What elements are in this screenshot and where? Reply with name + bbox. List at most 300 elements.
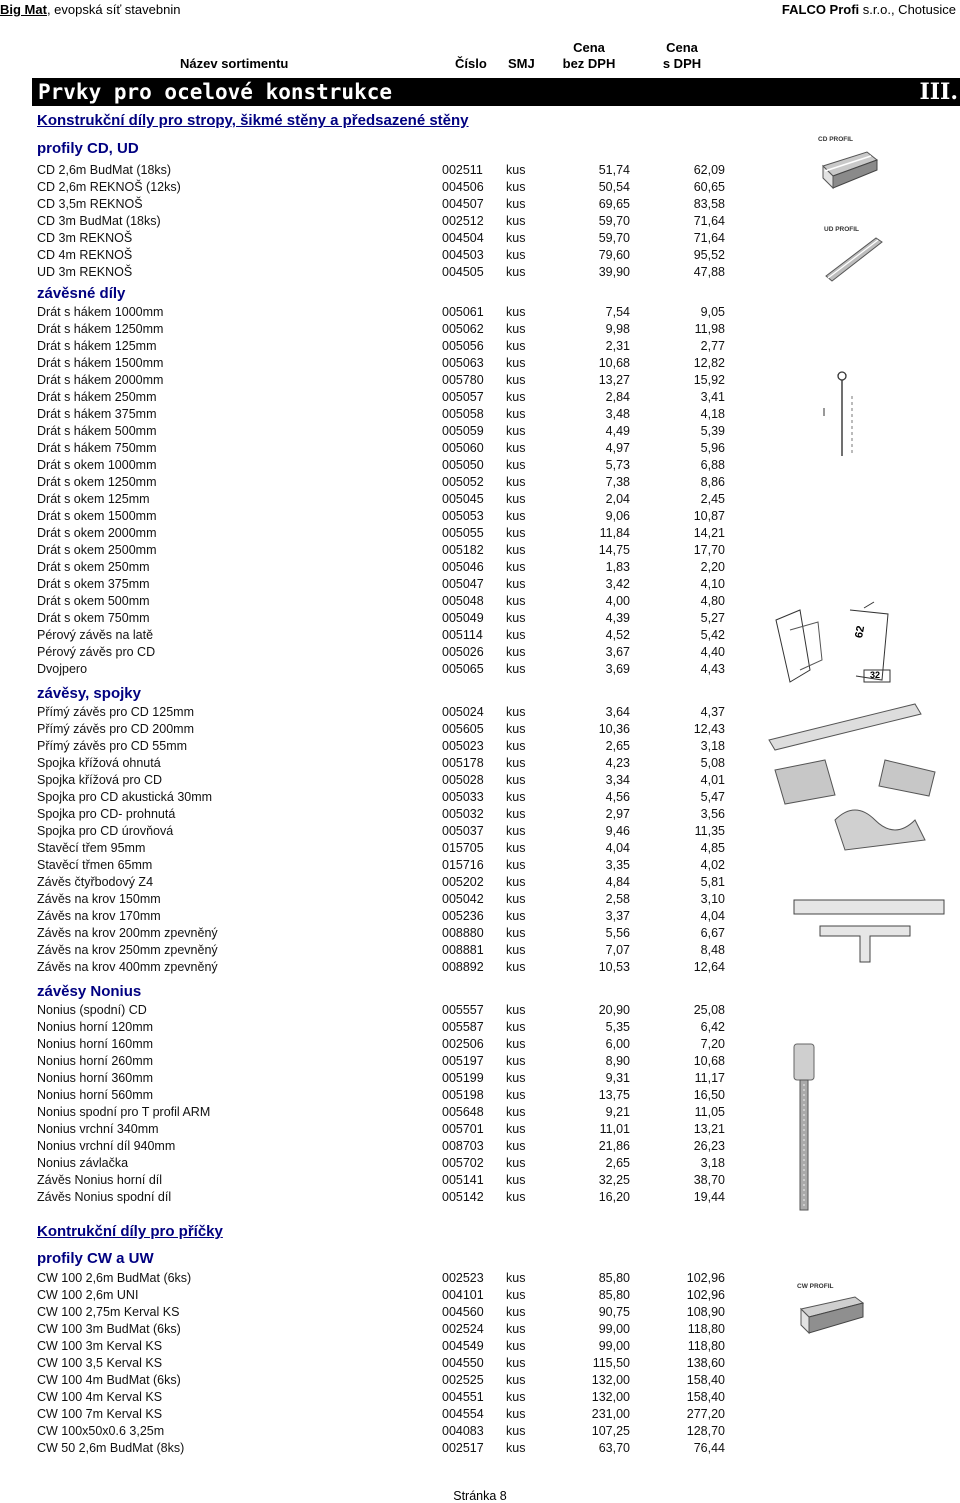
table-row: [0, 1036, 760, 1053]
price-net: 51,74: [598, 163, 630, 177]
product-name: Drát s okem 250mm: [37, 560, 150, 574]
price-gross: 12,82: [693, 356, 725, 370]
section-title: Kontrukční díly pro příčky: [37, 1223, 223, 1240]
product-name: Stavěcí třmen 65mm: [37, 858, 153, 872]
price-gross: 6,42: [700, 1020, 725, 1034]
table-row: [0, 806, 760, 823]
product-code: 005063: [442, 356, 484, 370]
product-code: 005057: [442, 390, 484, 404]
price-gross: 12,43: [693, 722, 725, 736]
price-net: 231,00: [591, 1407, 630, 1421]
price-gross: 102,96: [686, 1288, 725, 1302]
price-net: 2,97: [605, 807, 630, 821]
product-name: Závěs čtyřbodový Z4: [37, 875, 154, 889]
product-name: Závěs na krov 250mm zpevněný: [37, 943, 218, 957]
price-gross: 5,27: [700, 611, 725, 625]
price-gross: 138,60: [686, 1356, 725, 1370]
product-unit: kus: [506, 1441, 526, 1455]
price-net: 2,84: [605, 390, 630, 404]
product-code: 005061: [442, 305, 484, 319]
cd-profile-image: [815, 136, 885, 198]
price-gross: 4,04: [700, 909, 725, 923]
ud-profile-image: [822, 226, 887, 288]
product-code: 004083: [442, 1424, 484, 1438]
price-net: 4,84: [605, 875, 630, 889]
dimension-label-32: 32: [870, 670, 881, 680]
product-code: 004551: [442, 1390, 484, 1404]
product-unit: kus: [506, 1139, 526, 1153]
product-unit: kus: [506, 265, 526, 279]
col-price-gross-header: [652, 40, 712, 72]
price-gross: 71,64: [693, 231, 725, 245]
table-row: [0, 162, 760, 179]
product-unit: kus: [506, 1424, 526, 1438]
price-gross: 5,08: [700, 756, 725, 770]
table-row: [0, 644, 760, 661]
product-code: 005065: [442, 662, 484, 676]
price-net: 8,90: [605, 1054, 630, 1068]
price-gross: 118,80: [687, 1322, 725, 1336]
cw-profile-caption: CW PROFIL: [797, 1283, 834, 1290]
product-code: 004549: [442, 1339, 484, 1353]
product-name: Dvojpero: [37, 662, 88, 676]
product-code: 004504: [442, 231, 484, 245]
price-net: 11,01: [599, 1122, 630, 1136]
table-row: [0, 874, 760, 891]
table-row: [0, 721, 760, 738]
connectors-image: [765, 700, 950, 860]
table-row: [0, 1002, 760, 1019]
product-name: Drát s hákem 500mm: [37, 424, 157, 438]
table-row: [0, 389, 760, 406]
product-name: Závěs na krov 400mm zpevněný: [37, 960, 218, 974]
product-name: CW 100 2,6m UNI: [37, 1288, 139, 1302]
product-code: 005050: [442, 458, 484, 472]
price-net: 63,70: [598, 1441, 630, 1455]
table-row: [0, 457, 760, 474]
product-name: Spojka pro CD úrovňová: [37, 824, 174, 838]
product-code: 004507: [442, 197, 484, 211]
price-net: 3,64: [605, 705, 630, 719]
table-row: [0, 1070, 760, 1087]
price-gross: 76,44: [693, 1441, 725, 1455]
nonius-image: [790, 1040, 820, 1215]
product-code: 005056: [442, 339, 484, 353]
product-name: Drát s okem 1000mm: [37, 458, 157, 472]
price-gross: 26,23: [693, 1139, 725, 1153]
price-gross: 17,70: [693, 543, 725, 557]
table-row: [0, 738, 760, 755]
product-name: CW 100 3,5 Kerval KS: [37, 1356, 163, 1370]
price-gross: 4,18: [700, 407, 725, 421]
price-net: 7,54: [605, 305, 630, 319]
product-name: Nonius závlačka: [37, 1156, 129, 1170]
ud-profile-caption: UD PROFIL: [824, 226, 860, 233]
price-net: 9,46: [605, 824, 630, 838]
price-gross: 95,52: [693, 248, 725, 262]
product-code: 005114: [442, 628, 483, 642]
price-net: 4,97: [605, 441, 630, 455]
product-code: 005178: [442, 756, 484, 770]
price-gross: 4,80: [700, 594, 725, 608]
product-unit: kus: [506, 858, 526, 872]
product-unit: kus: [506, 892, 526, 906]
product-name: Stavěcí třem 95mm: [37, 841, 146, 855]
rafter-hanger-image: [790, 870, 955, 965]
group-title: profily CD, UD: [37, 140, 139, 157]
price-net: 9,31: [605, 1071, 630, 1085]
price-gross: 108,90: [686, 1305, 725, 1319]
product-unit: kus: [506, 475, 526, 489]
table-row: [0, 1104, 760, 1121]
table-row: [0, 1304, 760, 1321]
price-net: 10,68: [598, 356, 630, 370]
product-name: Spojka křížová pro CD: [37, 773, 163, 787]
product-unit: kus: [506, 1190, 526, 1204]
table-row: [0, 593, 760, 610]
product-name: Drát s hákem 1500mm: [37, 356, 164, 370]
price-net: 11,84: [599, 526, 630, 540]
price-net: 5,56: [605, 926, 630, 940]
banner-roman: III.: [919, 79, 958, 105]
product-unit: kus: [506, 458, 526, 472]
price-net: 99,00: [598, 1339, 630, 1353]
price-net: 20,90: [598, 1003, 630, 1017]
product-name: Závěs na krov 170mm: [37, 909, 161, 923]
product-unit: kus: [506, 807, 526, 821]
table-row: [0, 1423, 760, 1440]
price-gross: 5,81: [700, 875, 725, 889]
col-code-header: Číslo: [455, 56, 487, 71]
table-row: [0, 474, 760, 491]
price-gross: 9,05: [700, 305, 725, 319]
top-left-brand: [0, 2, 180, 17]
product-name: Pérový závěs na latě: [37, 628, 154, 642]
product-code: 015705: [442, 841, 484, 855]
product-name: Závěs Nonius spodní díl: [37, 1190, 172, 1204]
product-unit: kus: [506, 875, 526, 889]
price-gross: 5,39: [700, 424, 725, 438]
product-name: Drát s hákem 750mm: [37, 441, 157, 455]
product-unit: kus: [506, 1156, 526, 1170]
price-gross: 71,64: [693, 214, 725, 228]
price-net: 50,54: [598, 180, 630, 194]
table-row: [0, 491, 760, 508]
price-gross: 38,70: [693, 1173, 725, 1187]
product-code: 005198: [442, 1088, 484, 1102]
price-net: 14,75: [598, 543, 630, 557]
product-unit: kus: [506, 824, 526, 838]
product-code: 008892: [442, 960, 484, 974]
price-net: 4,39: [605, 611, 630, 625]
price-gross: 16,50: [693, 1088, 725, 1102]
product-unit: kus: [506, 509, 526, 523]
table-row: [0, 1019, 760, 1036]
price-net: 2,04: [605, 492, 630, 506]
price-net: 2,65: [605, 739, 630, 753]
price-net: 7,38: [605, 475, 630, 489]
product-unit: kus: [506, 560, 526, 574]
product-name: CW 50 2,6m BudMat (8ks): [37, 1441, 185, 1455]
product-code: 005060: [442, 441, 484, 455]
table-row: [0, 559, 760, 576]
product-unit: kus: [506, 705, 526, 719]
table-row: [0, 1372, 760, 1389]
col-price-net-line1: Cena: [573, 40, 605, 55]
price-gross: 3,56: [700, 807, 725, 821]
product-code: 005055: [442, 526, 484, 540]
price-net: 90,75: [598, 1305, 630, 1319]
price-net: 21,86: [598, 1139, 630, 1153]
product-unit: kus: [506, 1088, 526, 1102]
product-name: CD 2,6m BudMat (18ks): [37, 163, 172, 177]
group-title: závěsné díly: [37, 285, 126, 302]
product-code: 005052: [442, 475, 484, 489]
product-unit: kus: [506, 611, 526, 625]
bigmat-link[interactable]: Big Mat: [0, 2, 47, 17]
price-net: 3,37: [605, 909, 630, 923]
price-gross: 5,47: [700, 790, 725, 804]
rafter-hanger-icon: [790, 870, 955, 965]
price-net: 10,36: [598, 722, 630, 736]
product-code: 005648: [442, 1105, 484, 1119]
product-code: 004550: [442, 1356, 484, 1370]
product-code: 005141: [442, 1173, 484, 1187]
product-unit: kus: [506, 1037, 526, 1051]
product-name: CW 100 4m Kerval KS: [37, 1390, 163, 1404]
product-name: Spojka pro CD akustická 30mm: [37, 790, 213, 804]
product-name: UD 3m REKNOŠ: [37, 265, 133, 279]
product-code: 008703: [442, 1139, 484, 1153]
top-right-brand: [782, 2, 956, 17]
product-code: 005028: [442, 773, 484, 787]
price-net: 39,90: [598, 265, 630, 279]
table-row: [0, 247, 760, 264]
product-code: 005142: [442, 1190, 484, 1204]
product-unit: kus: [506, 1322, 526, 1336]
price-net: 85,80: [598, 1288, 630, 1302]
group-title: profily CW a UW: [37, 1250, 154, 1267]
table-row: [0, 1389, 760, 1406]
price-net: 107,25: [591, 1424, 630, 1438]
table-row: [0, 1321, 760, 1338]
product-unit: kus: [506, 960, 526, 974]
falco-name: FALCO Profi: [781, 2, 860, 17]
product-name: Pérový závěs pro CD: [37, 645, 156, 659]
product-name: Drát s okem 1500mm: [37, 509, 157, 523]
banner-title: Prvky pro ocelové konstrukce: [38, 80, 393, 104]
price-net: 5,73: [605, 458, 630, 472]
price-net: 69,65: [598, 197, 630, 211]
price-net: 59,70: [598, 231, 630, 245]
product-unit: kus: [506, 943, 526, 957]
product-code: 005557: [442, 1003, 484, 1017]
product-code: 005202: [442, 875, 484, 889]
product-unit: kus: [506, 1390, 526, 1404]
product-code: 008880: [442, 926, 484, 940]
price-net: 9,98: [605, 322, 630, 336]
product-name: Drát s okem 500mm: [37, 594, 150, 608]
price-net: 85,80: [598, 1271, 630, 1285]
col-price-gross-line1: Cena: [666, 40, 698, 55]
product-code: 005026: [442, 645, 484, 659]
price-gross: 4,85: [700, 841, 725, 855]
table-row: [0, 840, 760, 857]
table-row: [0, 959, 760, 976]
price-net: 3,35: [605, 858, 630, 872]
price-gross: 25,08: [693, 1003, 725, 1017]
product-name: Závěs Nonius horní díl: [37, 1173, 163, 1187]
table-row: [0, 1338, 760, 1355]
product-unit: kus: [506, 628, 526, 642]
table-row: [0, 576, 760, 593]
col-price-net-header: [558, 40, 620, 72]
price-gross: 128,70: [686, 1424, 725, 1438]
product-name: Nonius spodní pro T profil ARM: [37, 1105, 211, 1119]
price-gross: 15,92: [693, 373, 725, 387]
product-name: Drát s okem 2000mm: [37, 526, 157, 540]
table-row: [0, 1189, 760, 1206]
product-name: CW 100 3m BudMat (6ks): [37, 1322, 181, 1336]
price-net: 3,48: [605, 407, 630, 421]
product-name: Drát s hákem 125mm: [37, 339, 157, 353]
product-unit: kus: [506, 1407, 526, 1421]
price-gross: 4,37: [700, 705, 725, 719]
product-name: Nonius horní 160mm: [37, 1037, 154, 1051]
product-name: CW 100 4m BudMat (6ks): [37, 1373, 181, 1387]
product-code: 002506: [442, 1037, 484, 1051]
product-unit: kus: [506, 1105, 526, 1119]
product-name: Nonius horní 260mm: [37, 1054, 154, 1068]
price-gross: 277,20: [686, 1407, 725, 1421]
product-unit: kus: [506, 645, 526, 659]
product-name: Závěs na krov 200mm zpevněný: [37, 926, 218, 940]
product-name: Drát s hákem 1000mm: [37, 305, 164, 319]
price-gross: 19,44: [693, 1190, 725, 1204]
product-unit: kus: [506, 1122, 526, 1136]
product-unit: kus: [506, 926, 526, 940]
product-name: Drát s okem 1250mm: [37, 475, 157, 489]
price-net: 2,31: [605, 339, 630, 353]
product-unit: kus: [506, 739, 526, 753]
product-code: 008881: [442, 943, 484, 957]
product-code: 015716: [442, 858, 484, 872]
table-row: [0, 891, 760, 908]
product-unit: kus: [506, 1173, 526, 1187]
table-row: [0, 372, 760, 389]
product-unit: kus: [506, 662, 526, 676]
price-net: 59,70: [598, 214, 630, 228]
price-gross: 2,45: [700, 492, 725, 506]
connectors-icon: [765, 700, 950, 860]
dimension-label-62: 62: [853, 624, 868, 640]
table-row: [0, 1087, 760, 1104]
price-gross: 158,40: [686, 1390, 725, 1404]
product-unit: kus: [506, 577, 526, 591]
product-name: Drát s okem 125mm: [37, 492, 150, 506]
price-gross: 13,21: [693, 1122, 725, 1136]
product-code: 005605: [442, 722, 484, 736]
product-unit: kus: [506, 231, 526, 245]
product-name: Přímý závěs pro CD 200mm: [37, 722, 194, 736]
product-code: 005701: [442, 1122, 484, 1136]
product-unit: kus: [506, 1003, 526, 1017]
price-net: 13,75: [598, 1088, 630, 1102]
product-name: CD 3m BudMat (18ks): [37, 214, 161, 228]
product-name: Nonius horní 360mm: [37, 1071, 154, 1085]
table-row: [0, 321, 760, 338]
product-unit: kus: [506, 594, 526, 608]
table-row: [0, 1287, 760, 1304]
product-unit: kus: [506, 180, 526, 194]
section-title: Konstrukční díly pro stropy, šikmé stěny a předsazené stěny: [37, 112, 469, 129]
price-gross: 47,88: [693, 265, 725, 279]
price-gross: 4,10: [700, 577, 725, 591]
category-banner: [32, 78, 960, 106]
price-net: 9,21: [605, 1105, 630, 1119]
price-gross: 11,98: [694, 322, 725, 336]
product-name: CW 100 7m Kerval KS: [37, 1407, 163, 1421]
product-code: 004505: [442, 265, 484, 279]
price-gross: 4,01: [700, 773, 725, 787]
product-name: CD 3m REKNOŠ: [37, 231, 133, 245]
product-unit: kus: [506, 790, 526, 804]
price-gross: 102,96: [686, 1271, 725, 1285]
product-unit: kus: [506, 339, 526, 353]
table-row: [0, 1121, 760, 1138]
product-name: Přímý závěs pro CD 125mm: [37, 705, 194, 719]
table-row: [0, 610, 760, 627]
product-unit: kus: [506, 1271, 526, 1285]
product-unit: kus: [506, 1373, 526, 1387]
table-row: [0, 1172, 760, 1189]
product-code: 005199: [442, 1071, 484, 1085]
product-code: 005042: [442, 892, 484, 906]
price-net: 7,07: [605, 943, 630, 957]
price-gross: 8,86: [700, 475, 725, 489]
table-row: [0, 406, 760, 423]
product-code: 005045: [442, 492, 484, 506]
table-row: [0, 264, 760, 281]
product-name: Drát s hákem 2000mm: [37, 373, 164, 387]
table-row: [0, 908, 760, 925]
product-name: Drát s hákem 250mm: [37, 390, 157, 404]
product-code: 004560: [442, 1305, 484, 1319]
falco-rest: s.r.o., Chotusice: [859, 2, 956, 17]
product-unit: kus: [506, 407, 526, 421]
table-row: [0, 338, 760, 355]
product-code: 005047: [442, 577, 484, 591]
spring-hanger-icon: [770, 600, 900, 695]
price-net: 16,20: [598, 1190, 630, 1204]
product-unit: kus: [506, 214, 526, 228]
price-net: 115,50: [592, 1356, 630, 1370]
product-code: 002525: [442, 1373, 484, 1387]
price-net: 3,42: [605, 577, 630, 591]
price-net: 79,60: [598, 248, 630, 262]
table-row: [0, 627, 760, 644]
product-unit: kus: [506, 356, 526, 370]
product-unit: kus: [506, 1020, 526, 1034]
cd-profile-icon: [815, 136, 885, 198]
product-code: 005587: [442, 1020, 484, 1034]
product-code: 002524: [442, 1322, 484, 1336]
price-net: 4,00: [605, 594, 630, 608]
table-row: [0, 542, 760, 559]
price-gross: 4,02: [700, 858, 725, 872]
price-gross: 11,35: [694, 824, 725, 838]
product-name: Přímý závěs pro CD 55mm: [37, 739, 188, 753]
